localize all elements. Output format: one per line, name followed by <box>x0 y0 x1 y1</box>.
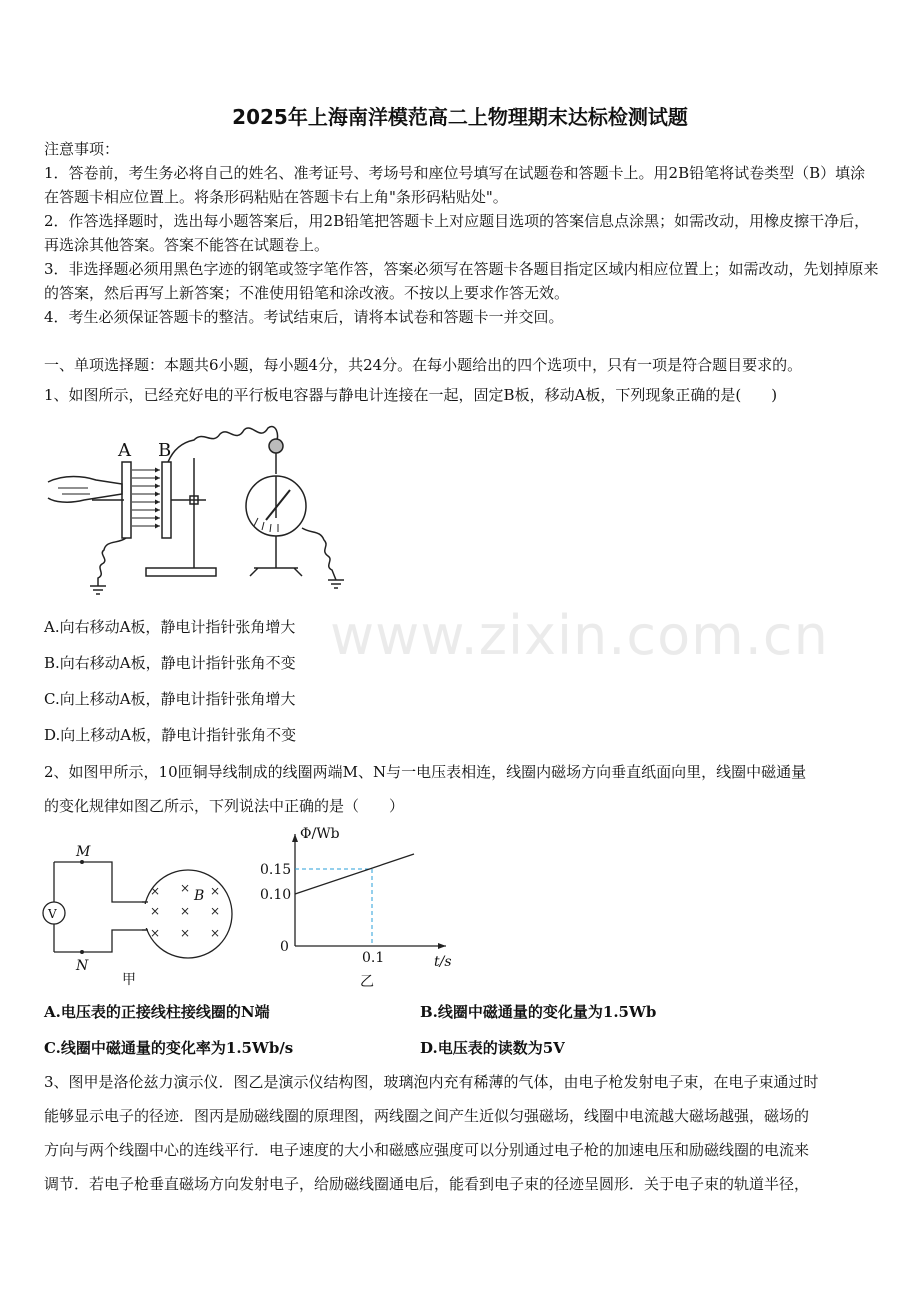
q1-option-d: D.向上移动A板，静电计指针张角不变 <box>44 726 297 744</box>
y-tick-015: 0.15 <box>260 862 292 878</box>
y-tick-010: 0.10 <box>260 887 292 903</box>
q2-stem-line2: 的变化规律如图乙所示，下列说法中正确的是（ ） <box>44 797 405 815</box>
graph-x-label: t/s <box>434 954 452 970</box>
svg-text:×: × <box>180 926 191 940</box>
watermark: www.zixin.com.cn <box>330 604 829 667</box>
plate-b-label: B <box>158 440 172 461</box>
q2-stem-line1: 2、如图甲所示，10匝铜导线制成的线圈两端M、N与一电压表相连，线圈内磁场方向垂直纸面向里，线圈中磁通量 <box>44 763 807 781</box>
plate-a-label: A <box>118 440 131 461</box>
q1-option-b: B.向右移动A板，静电计指针张角不变 <box>44 654 296 672</box>
flux-time-graph <box>250 822 460 994</box>
q1-option-c: C.向上移动A板，静电计指针张角增大 <box>44 690 296 708</box>
y-tick-0: 0 <box>280 939 289 955</box>
q2-option-b: B.线圈中磁通量的变化量为1.5Wb <box>420 1003 657 1021</box>
figure-jia-caption: 甲 <box>122 972 136 988</box>
coil-circuit-figure <box>38 840 248 990</box>
q3-line-4: 调节．若电子枪垂直磁场方向发射电子，给励磁线圈通电后，能看到电子束的径迹呈圆形．关于电子束的轨道半径， <box>44 1175 810 1193</box>
svg-text:×: × <box>180 881 191 895</box>
svg-text:×: × <box>210 884 221 898</box>
notice-item-2: 2．作答选择题时，选出每小题答案后，用2B铅笔把答题卡上对应题目选项的答案信息点涂黑；如需改动，用橡皮擦干净后，再选涂其他答案。答案不能答在试题卷上。 <box>44 212 870 254</box>
x-tick-01: 0.1 <box>362 950 385 966</box>
svg-text:×: × <box>210 904 221 918</box>
q2-option-a: A.电压表的正接线柱接线圈的N端 <box>44 1003 270 1021</box>
svg-text:×: × <box>150 884 161 898</box>
graph-y-label: Φ/Wb <box>300 826 340 842</box>
voltmeter-label: V <box>48 907 57 921</box>
q2-option-d: D.电压表的读数为5V <box>420 1039 565 1057</box>
q3-line-1: 3、图甲是洛伦兹力演示仪．图乙是演示仪结构图，玻璃泡内充有稀薄的气体，由电子枪发射电子束，在电子束通过时 <box>44 1073 819 1091</box>
q2-option-c: C.线圈中磁通量的变化率为1.5Wb/s <box>44 1039 294 1057</box>
notice-heading: 注意事项： <box>44 140 120 158</box>
page-title: 2025年上海南洋模范高二上物理期末达标检测试题 <box>232 105 688 129</box>
field-b-label: B <box>194 888 205 904</box>
terminal-n-label: N <box>76 958 89 974</box>
terminal-m-label: M <box>76 844 91 860</box>
svg-text:×: × <box>150 904 161 918</box>
figure-yi-caption: 乙 <box>360 974 374 990</box>
section-heading: 一、单项选择题：本题共6小题，每小题4分，共24分。在每小题给出的四个选项中，只有一项是符合题目要求的。 <box>44 356 803 374</box>
notice-item-4: 4．考生必须保证答题卡的整洁。考试结束后，请将本试卷和答题卡一并交回。 <box>44 308 564 326</box>
notice-item-3: 3．非选择题必须用黑色字迹的钢笔或签字笔作答，答案必须写在答题卡各题目指定区域内相应位置上；如需改动，先划掉原来的答案，然后再写上新答案；不准使用铅笔和涂改液。不按以上要求作答无效。 <box>44 260 879 302</box>
capacitor-electrometer-figure <box>44 418 364 598</box>
q1-stem: 1、如图所示，已经充好电的平行板电容器与静电计连接在一起，固定B板，移动A板，下列现象正确的是( ) <box>44 386 778 404</box>
q3-line-2: 能够显示电子的径迹．图丙是励磁线圈的原理图，两线圈之间产生近似匀强磁场，线圈中电流越大磁场越强，磁场的 <box>44 1107 810 1125</box>
notice-item-1: 1．答卷前，考生务必将自己的姓名、准考证号、考场号和座位号填写在试题卷和答题卡上。用2B铅笔将试卷类型（B）填涂在答题卡相应位置上。将条形码粘贴在答题卡右上角"条形码粘贴处"。 <box>44 164 866 206</box>
q1-option-a: A.向右移动A板，静电计指针张角增大 <box>44 618 296 636</box>
q3-line-3: 方向与两个线圈中心的连线平行．电子速度的大小和磁感应强度可以分别通过电子枪的加速电压和励磁线圈的电流来 <box>44 1141 810 1159</box>
svg-text:×: × <box>150 926 161 940</box>
svg-text:×: × <box>180 904 191 918</box>
svg-text:×: × <box>210 926 221 940</box>
